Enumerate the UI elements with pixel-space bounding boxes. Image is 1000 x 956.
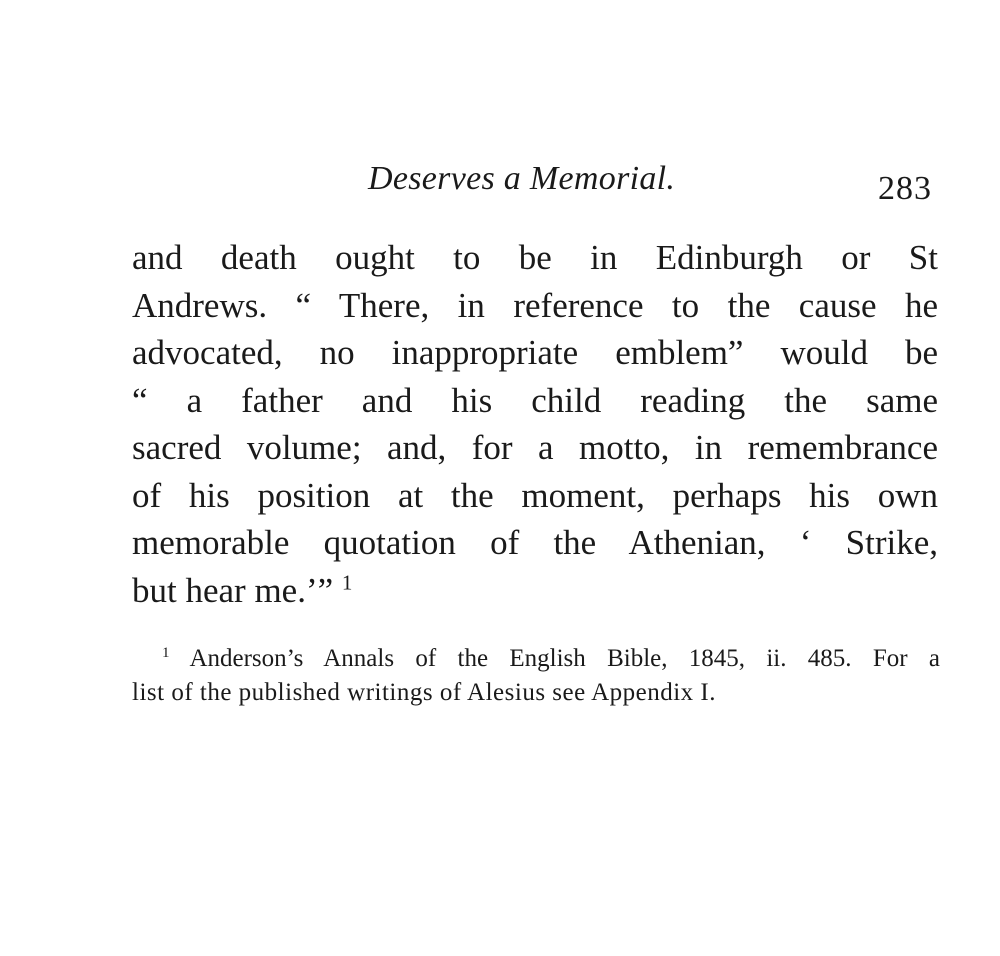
- body-line-4: “ a father and his child reading the same: [132, 380, 938, 420]
- body-line-3: advocated, no inappropriate emblem” would be: [132, 333, 938, 372]
- body-paragraph: [132, 234, 938, 614]
- body-line-8-text: but hear me.’”: [132, 570, 334, 610]
- body-line-8: [132, 567, 938, 615]
- body-line-7: memorable quotation of the Athenian, ‘ Strike,: [132, 523, 938, 562]
- body-line-2: Andrews. “ There, in reference to the cause he: [132, 285, 938, 325]
- footnote-line-1-text: Anderson’s Annals of the English Bible, 1845, ii. 485. For a: [189, 645, 940, 672]
- footnote: [132, 642, 940, 710]
- page-number: 283: [878, 170, 932, 207]
- body-line-6: of his position at the moment, perhaps his own: [132, 475, 938, 515]
- footnote-line-2: list of the published writings of Alesius see Appendix I.: [132, 679, 717, 706]
- footnote-reference: 1: [341, 569, 353, 594]
- footnote-line-1: [132, 642, 940, 676]
- body-line-5: sacred volume; and, for a motto, in remembrance: [132, 428, 938, 467]
- running-head-title: Deserves a Memorial.: [368, 160, 676, 197]
- footnote-marker: 1: [162, 645, 170, 661]
- body-line-1: and death ought to be in Edinburgh or St: [132, 238, 938, 277]
